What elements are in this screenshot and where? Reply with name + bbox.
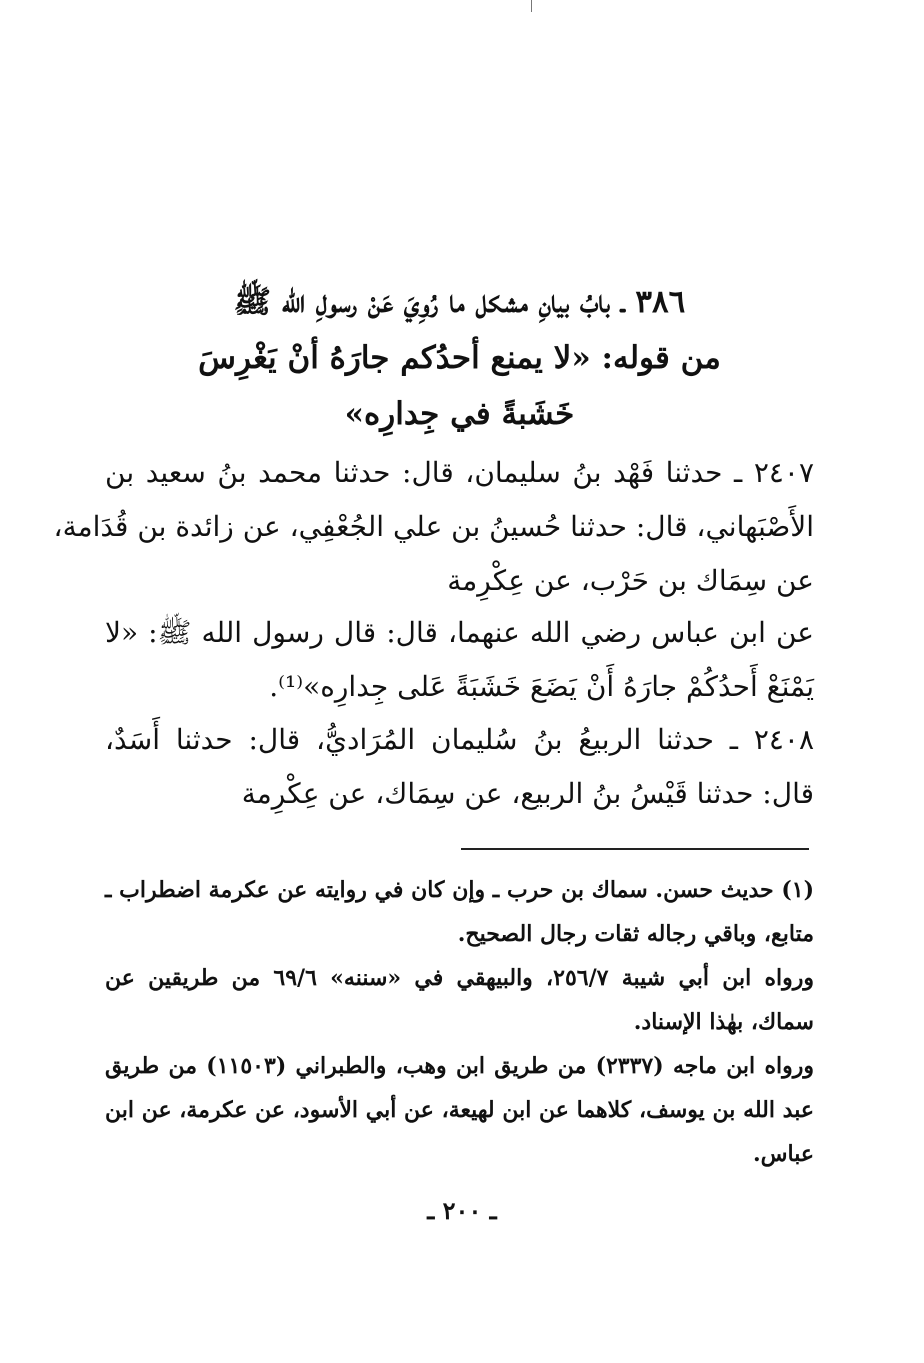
- footnote-line: ورواه ابن ماجه (٢٣٣٧) من طريق ابن وهب، والطبراني (١١٥٠٣) من طريق: [105, 1053, 815, 1079]
- hadith-2407-matn: [105, 606, 814, 714]
- footnote-1: [105, 868, 814, 956]
- text-line: يَمْنَعْ أَحدُكُمْ جارَهُ أَنْ يَضَعَ خَشَبَةً عَلى جِدارِه»⁽¹⁾.: [269, 670, 814, 703]
- chapter-heading: [105, 274, 814, 442]
- hadith-2407-isnad: [53, 446, 814, 608]
- text-line: ٢٤٠٧ ـ حدثنا فَهْد بنُ سليمان، قال: حدثنا محمد بنُ سعيد بن: [105, 456, 814, 489]
- text-line: الأَصْبَهاني، قال: حدثنا حُسينُ بن علي الجُعْفِي، عن زائدة بن قُدَامة،: [53, 510, 814, 543]
- text-line: عن ابن عباس رضي الله عنهما، قال: قال رسول الله ﷺ: «لا: [105, 616, 814, 649]
- text-line: قال: حدثنا قَيْسُ بنُ الربيع، عن سِمَاك، عن عِكْرِمة: [241, 777, 814, 810]
- footnotes: [105, 868, 814, 1176]
- text-line: عن سِمَاك بن حَرْب، عن عِكْرِمة: [447, 564, 814, 597]
- footnote-line: سماك، بهٰذا الإسناد.: [633, 1009, 814, 1035]
- text-line: ٢٤٠٨ ـ حدثنا الربيعُ بنُ سُليمان المُرَاديُّ، قال: حدثنا أَسَدٌ،: [105, 723, 814, 756]
- page-number: ـ ٢٠٠ ـ: [427, 1196, 497, 1225]
- footnote-line: عباس.: [753, 1141, 814, 1167]
- footnote-line: عبد الله بن يوسف، كلاهما عن ابن لهيعة، عن أبي الأسود، عن عكرمة، عن ابن: [105, 1097, 814, 1123]
- hadith-2408-isnad: [105, 713, 814, 821]
- footnote-separator: [461, 848, 809, 850]
- chapter-title-line-2: من قوله: «لا يمنع أحدُكم جارَهُ أنْ يَغْرِسَ: [198, 340, 721, 376]
- chapter-title-line-1: ٣٨٦ ـ بابُ بيانِ مشكل ما رُوِيَ عَنْ رسولِ الله ﷺ: [233, 284, 686, 320]
- footnote-line: ورواه ابن أبي شيبة ٢٥٦/٧، والبيهقي في «سننه» ٦٩/٦ من طريقين عن: [105, 965, 815, 991]
- scan-mark: [531, 0, 532, 12]
- footnote-1-sources: [105, 956, 814, 1044]
- footnote-1-more-sources: [105, 1044, 814, 1176]
- footnote-line: (١) حديث حسن. سماك بن حرب ـ وإن كان في روايته عن عكرمة اضطراب ـ: [105, 877, 814, 903]
- chapter-title-line-3: خَشَبةً في جِدارِه»: [344, 396, 575, 432]
- footnote-line: متابع، وباقي رجاله ثقات رجال الصحيح.: [457, 921, 814, 947]
